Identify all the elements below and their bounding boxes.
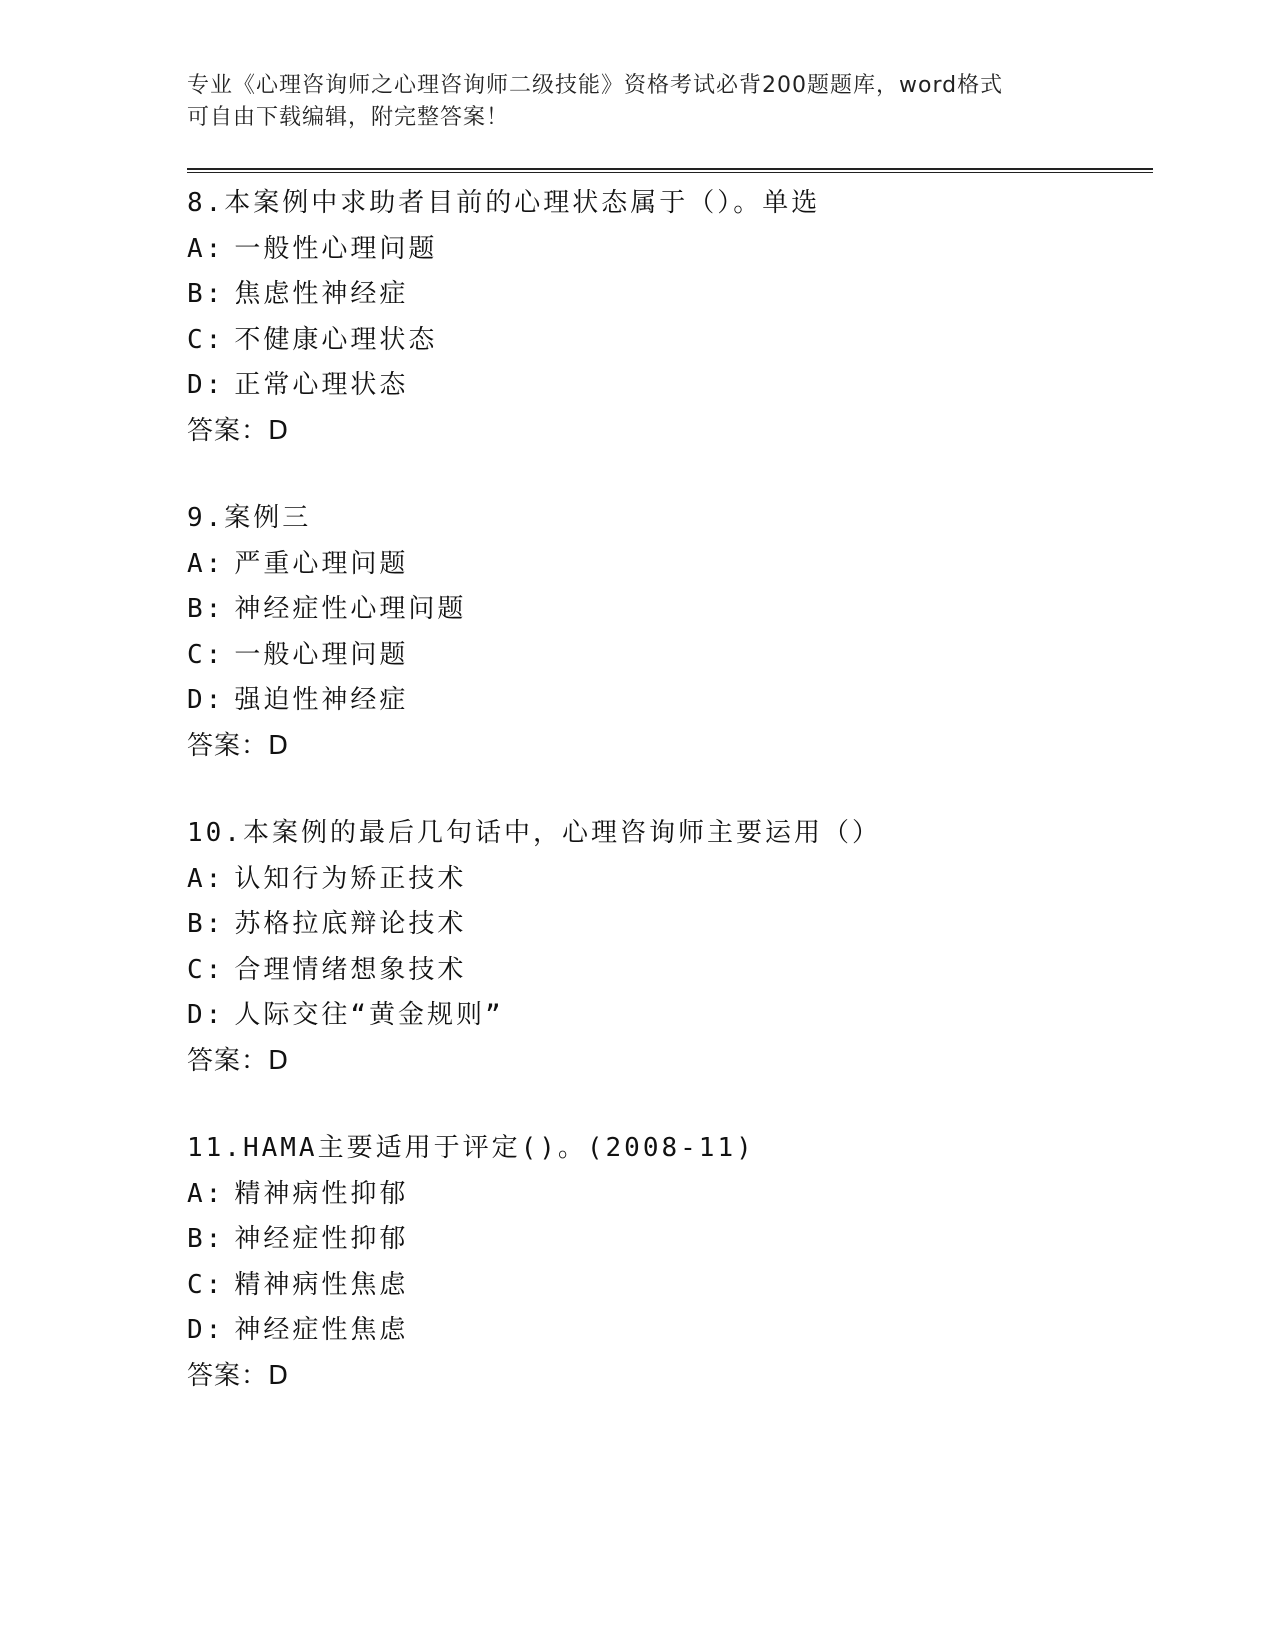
- option-b: [187, 1217, 1157, 1263]
- answer-line: 答案：D: [187, 1045, 290, 1076]
- option-text: 焦虑性神经症: [234, 279, 409, 309]
- option-text: 神经症性心理问题: [234, 594, 467, 624]
- option-text: 强迫性神经症: [234, 685, 409, 715]
- option-d: [187, 363, 1157, 409]
- header-divider: [187, 168, 1153, 173]
- option-key: D:: [187, 1315, 225, 1345]
- question-stem: 10.本案例的最后几句话中，心理咨询师主要运用（）: [187, 818, 881, 848]
- option-a: [187, 542, 1157, 588]
- question-block: [187, 1126, 1157, 1399]
- document-header: [187, 70, 1157, 134]
- option-b: [187, 902, 1157, 948]
- option-a: [187, 1172, 1157, 1218]
- option-text: 精神病性抑郁: [234, 1178, 409, 1209]
- option-a: [187, 857, 1157, 903]
- option-key: B:: [187, 909, 225, 939]
- header-line-1: 专业《心理咨询师之心理咨询师二级技能》资格考试必背200题题库，word格式: [187, 73, 1004, 98]
- option-key: A:: [187, 863, 225, 894]
- option-text: 苏格拉底辩论技术: [234, 909, 467, 939]
- option-key: D:: [187, 1000, 225, 1030]
- option-key: A:: [187, 548, 225, 579]
- document-page: [187, 70, 1157, 1399]
- answer-line: 答案：D: [187, 730, 290, 761]
- option-text: 神经症性抑郁: [234, 1224, 409, 1254]
- option-text: 一般心理问题: [234, 639, 409, 670]
- option-key: D:: [187, 685, 225, 715]
- option-b: [187, 587, 1157, 633]
- option-text: 一般性心理问题: [234, 233, 438, 264]
- option-a: [187, 227, 1157, 273]
- option-key: C:: [187, 324, 225, 355]
- option-d: [187, 678, 1157, 724]
- option-key: A:: [187, 1178, 225, 1209]
- option-b: [187, 272, 1157, 318]
- option-c: [187, 948, 1157, 994]
- question-block: [187, 496, 1157, 769]
- option-key: B:: [187, 594, 225, 624]
- answer-line: 答案：D: [187, 415, 290, 446]
- option-key: B:: [187, 279, 225, 309]
- option-key: A:: [187, 233, 225, 264]
- option-key: C:: [187, 954, 225, 985]
- question-stem: 9.案例三: [187, 503, 312, 533]
- option-c: [187, 1263, 1157, 1309]
- question-stem: 8.本案例中求助者目前的心理状态属于（）。单选: [187, 188, 821, 218]
- option-text: 神经症性焦虑: [234, 1315, 409, 1345]
- option-c: [187, 318, 1157, 364]
- option-text: 严重心理问题: [234, 548, 409, 579]
- option-text: 人际交往“黄金规则”: [234, 1000, 504, 1030]
- option-text: 认知行为矫正技术: [234, 863, 467, 894]
- question-block: [187, 181, 1157, 454]
- option-key: B:: [187, 1224, 225, 1254]
- header-line-2: 可自由下载编辑，附完整答案！: [187, 105, 510, 130]
- option-key: D:: [187, 370, 225, 400]
- answer-line: 答案：D: [187, 1360, 290, 1391]
- option-text: 正常心理状态: [234, 370, 409, 400]
- question-stem: 11.HAMA主要适用于评定()。(2008-11): [187, 1133, 755, 1163]
- option-d: [187, 1308, 1157, 1354]
- option-text: 不健康心理状态: [234, 324, 438, 355]
- question-block: [187, 811, 1157, 1084]
- option-d: [187, 993, 1157, 1039]
- option-key: C:: [187, 639, 225, 670]
- option-text: 合理情绪想象技术: [234, 954, 467, 985]
- option-c: [187, 633, 1157, 679]
- option-text: 精神病性焦虑: [234, 1269, 409, 1300]
- option-key: C:: [187, 1269, 225, 1300]
